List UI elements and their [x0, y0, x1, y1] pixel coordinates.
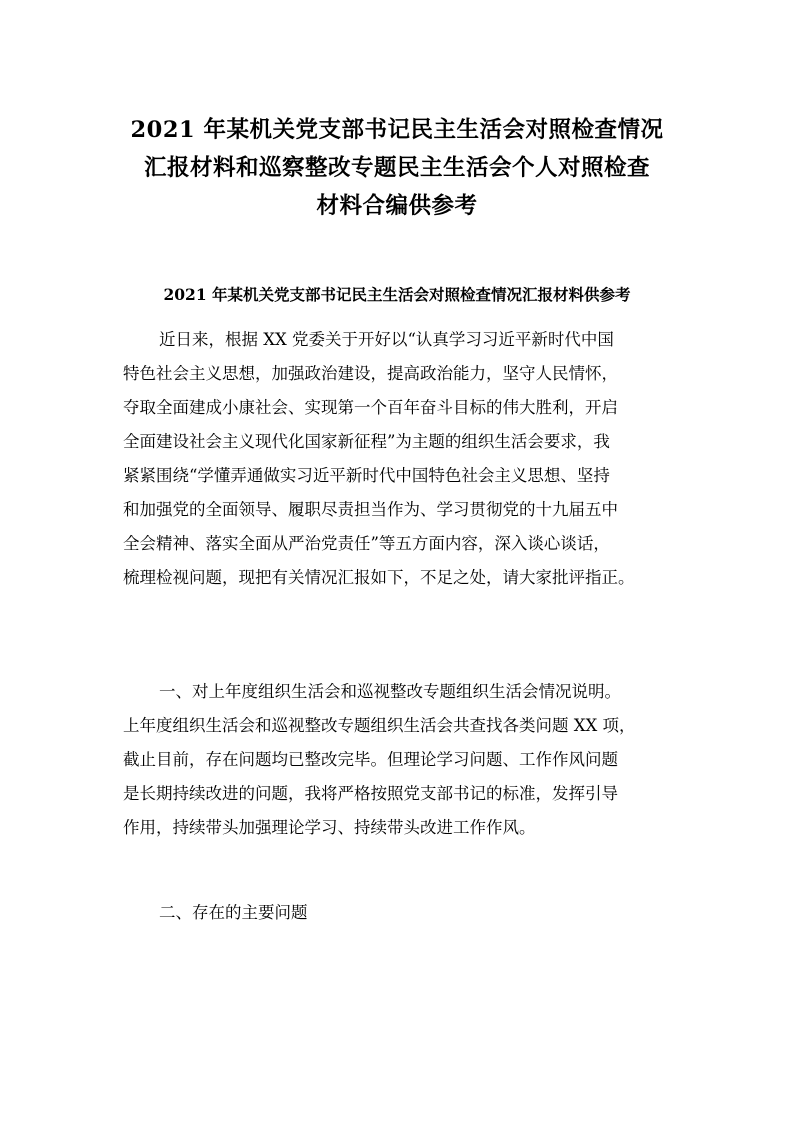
title-line: 材料合编供参考: [316, 193, 478, 220]
paragraph-section-one: [123, 675, 683, 845]
paragraph-line: 特色社会主义思想，加强政治建设，提高政治能力，坚守人民情怀，: [123, 364, 618, 383]
paragraph-line: 全会精神、落实全面从严治党责任”等五方面内容，深入谈心谈话，: [123, 534, 610, 553]
paragraph-line: 梳理检视问题，现把有关情况汇报如下，不足之处，请大家批评指正。: [123, 568, 635, 587]
paragraph-line: 紧紧围绕“学懂弄通做实习近平新时代中国特色社会主义思想、坚持: [123, 466, 610, 485]
title-line: 汇报材料和巡察整改专题民主生活会个人对照检查: [143, 155, 650, 182]
paragraph-line: 近日来，根据 XX 党委关于开好以“认真学习习近平新时代中国: [159, 330, 614, 349]
document-title: [100, 111, 694, 225]
section-heading: 2021 年某机关党支部书记民主生活会对照检查情况汇报材料供参考: [163, 284, 631, 304]
paragraph-line: 作用，持续带头加强理论学习、持续带头改进工作作风。: [123, 818, 536, 837]
paragraph-line: 上年度组织生活会和巡视整改专题组织生活会共查找各类问题 XX 项，: [123, 716, 636, 735]
paragraph-line: 一、对上年度组织生活会和巡视整改专题组织生活会情况说明。: [159, 682, 621, 701]
paragraph-line: 二、存在的主要问题: [159, 903, 308, 922]
paragraph-line: 和加强党的全面领导、履职尽责担当作为、学习贯彻党的十九届五中: [123, 500, 618, 519]
paragraph-line: 夺取全面建成小康社会、实现第一个百年奋斗目标的伟大胜利，开启: [123, 398, 618, 417]
paragraph-line: 是长期持续改进的问题，我将严格按照党支部书记的标准，发挥引导: [123, 784, 618, 803]
title-line: 2021 年某机关党支部书记民主生活会对照检查情况: [130, 117, 664, 144]
paragraph-section-two: [123, 896, 683, 930]
paragraph-line: 截止目前，存在问题均已整改完毕。但理论学习问题、工作作风问题: [123, 750, 618, 769]
paragraph-line: 全面建设社会主义现代化国家新征程”为主题的组织生活会要求，我: [123, 432, 610, 451]
paragraph-intro: [123, 323, 683, 595]
